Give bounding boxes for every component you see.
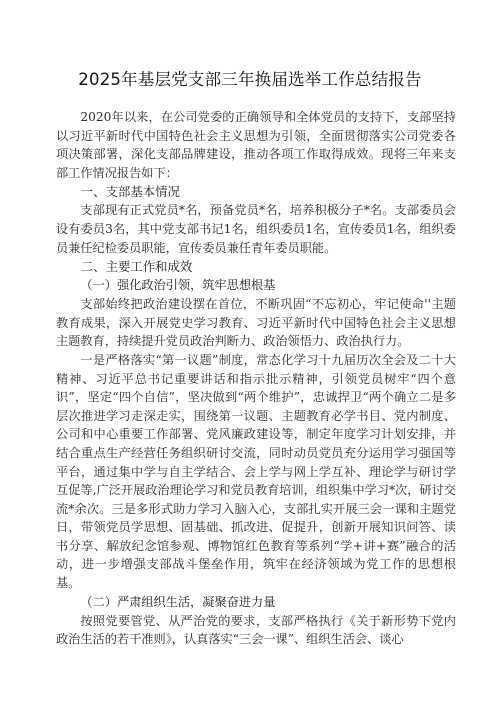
section-heading-main-work: 二、主要工作和成效 [80,259,193,275]
political-paragraph-2: 一是严格落实“第一议题”制度，常态化学习十九届历次全会及二十大精神、习近平总书记重要讲话和指示批示精神，引领党员树牢“四个意识”，坚定“四个自信”，坚决做到“两个维护”，忠诚捍卫“两个确立二是多层次推进学习走深走实，围绕第一议题、主题教育必学书目、党内制度、公司和中心重要工作部署、党风廉政建设等，制定年度学习计划安排，并结合重点生产经营任务组织研讨交流，同时动员党员充分运用学习强国等平台，通过集中学与自主学结合、会上学与网上学互补、理论学与研讨学互促等,广泛开展政治理论学习和党员教育培训，组织集中学习*次，研讨交流*余次。三是多形式助力学习入脑入心，支部扎实开展三会一课和主题党日，带领党员学思想、固基础、抓改进、促提升，创新开展知识问答、读书分享、解放纪念馆参观、博物馆红色教育等系列“学+讲+赛”融合的活动，进一步增强支部战斗堡垒作用，筑牢在经济领域为党工作的思想根基。 [56,352,456,591]
document-title: 2025年基层党支部三年换届选举工作总结报告 [78,70,422,89]
intro-paragraph: 2020年以来，在公司党委的正确领导和全体党员的支持下，支部坚持以习近平新时代中国特色社会主义思想为引领，全面贯彻落实公司党委各项决策部署，深化支部品牌建设，推动各项工作取得成效。现将三年来支部工作情况报告如下： [56,110,456,180]
subsection-heading-political: （一）强化政治引领，筑牢思想根基 [80,278,276,293]
subsection-heading-organization: （二）严肃组织生活，凝聚奋进力量 [80,594,276,609]
section-heading-basic-info: 一、支部基本情况 [80,184,180,200]
document-body [56,108,456,649]
political-paragraph-1: 支部始终把政治建设摆在首位，不断巩固“不忘初心，牢记使命''主题教育成果，深入开展党史学习教育、习近平新时代中国特色社会主义思想主题教育，持续提升党员政治判断力、政治领悟力、政治执行力。 [56,297,456,349]
organization-paragraph-1: 按照党要管党、从严治党的要求，支部严格执行《关于新形势下党内政治生活的若干准则》，认真落实“三会一课”、组织生活会、谈心 [56,613,456,647]
basic-info-paragraph: 支部现有正式党员*名，预备党员*名，培养积极分子*名。支部委员会设有委员3名，其中党支部书记1名，组织委员1名，宣传委员1名，组织委员兼任纪检委员职能，宣传委员兼任青年委员职能。 [56,203,456,255]
